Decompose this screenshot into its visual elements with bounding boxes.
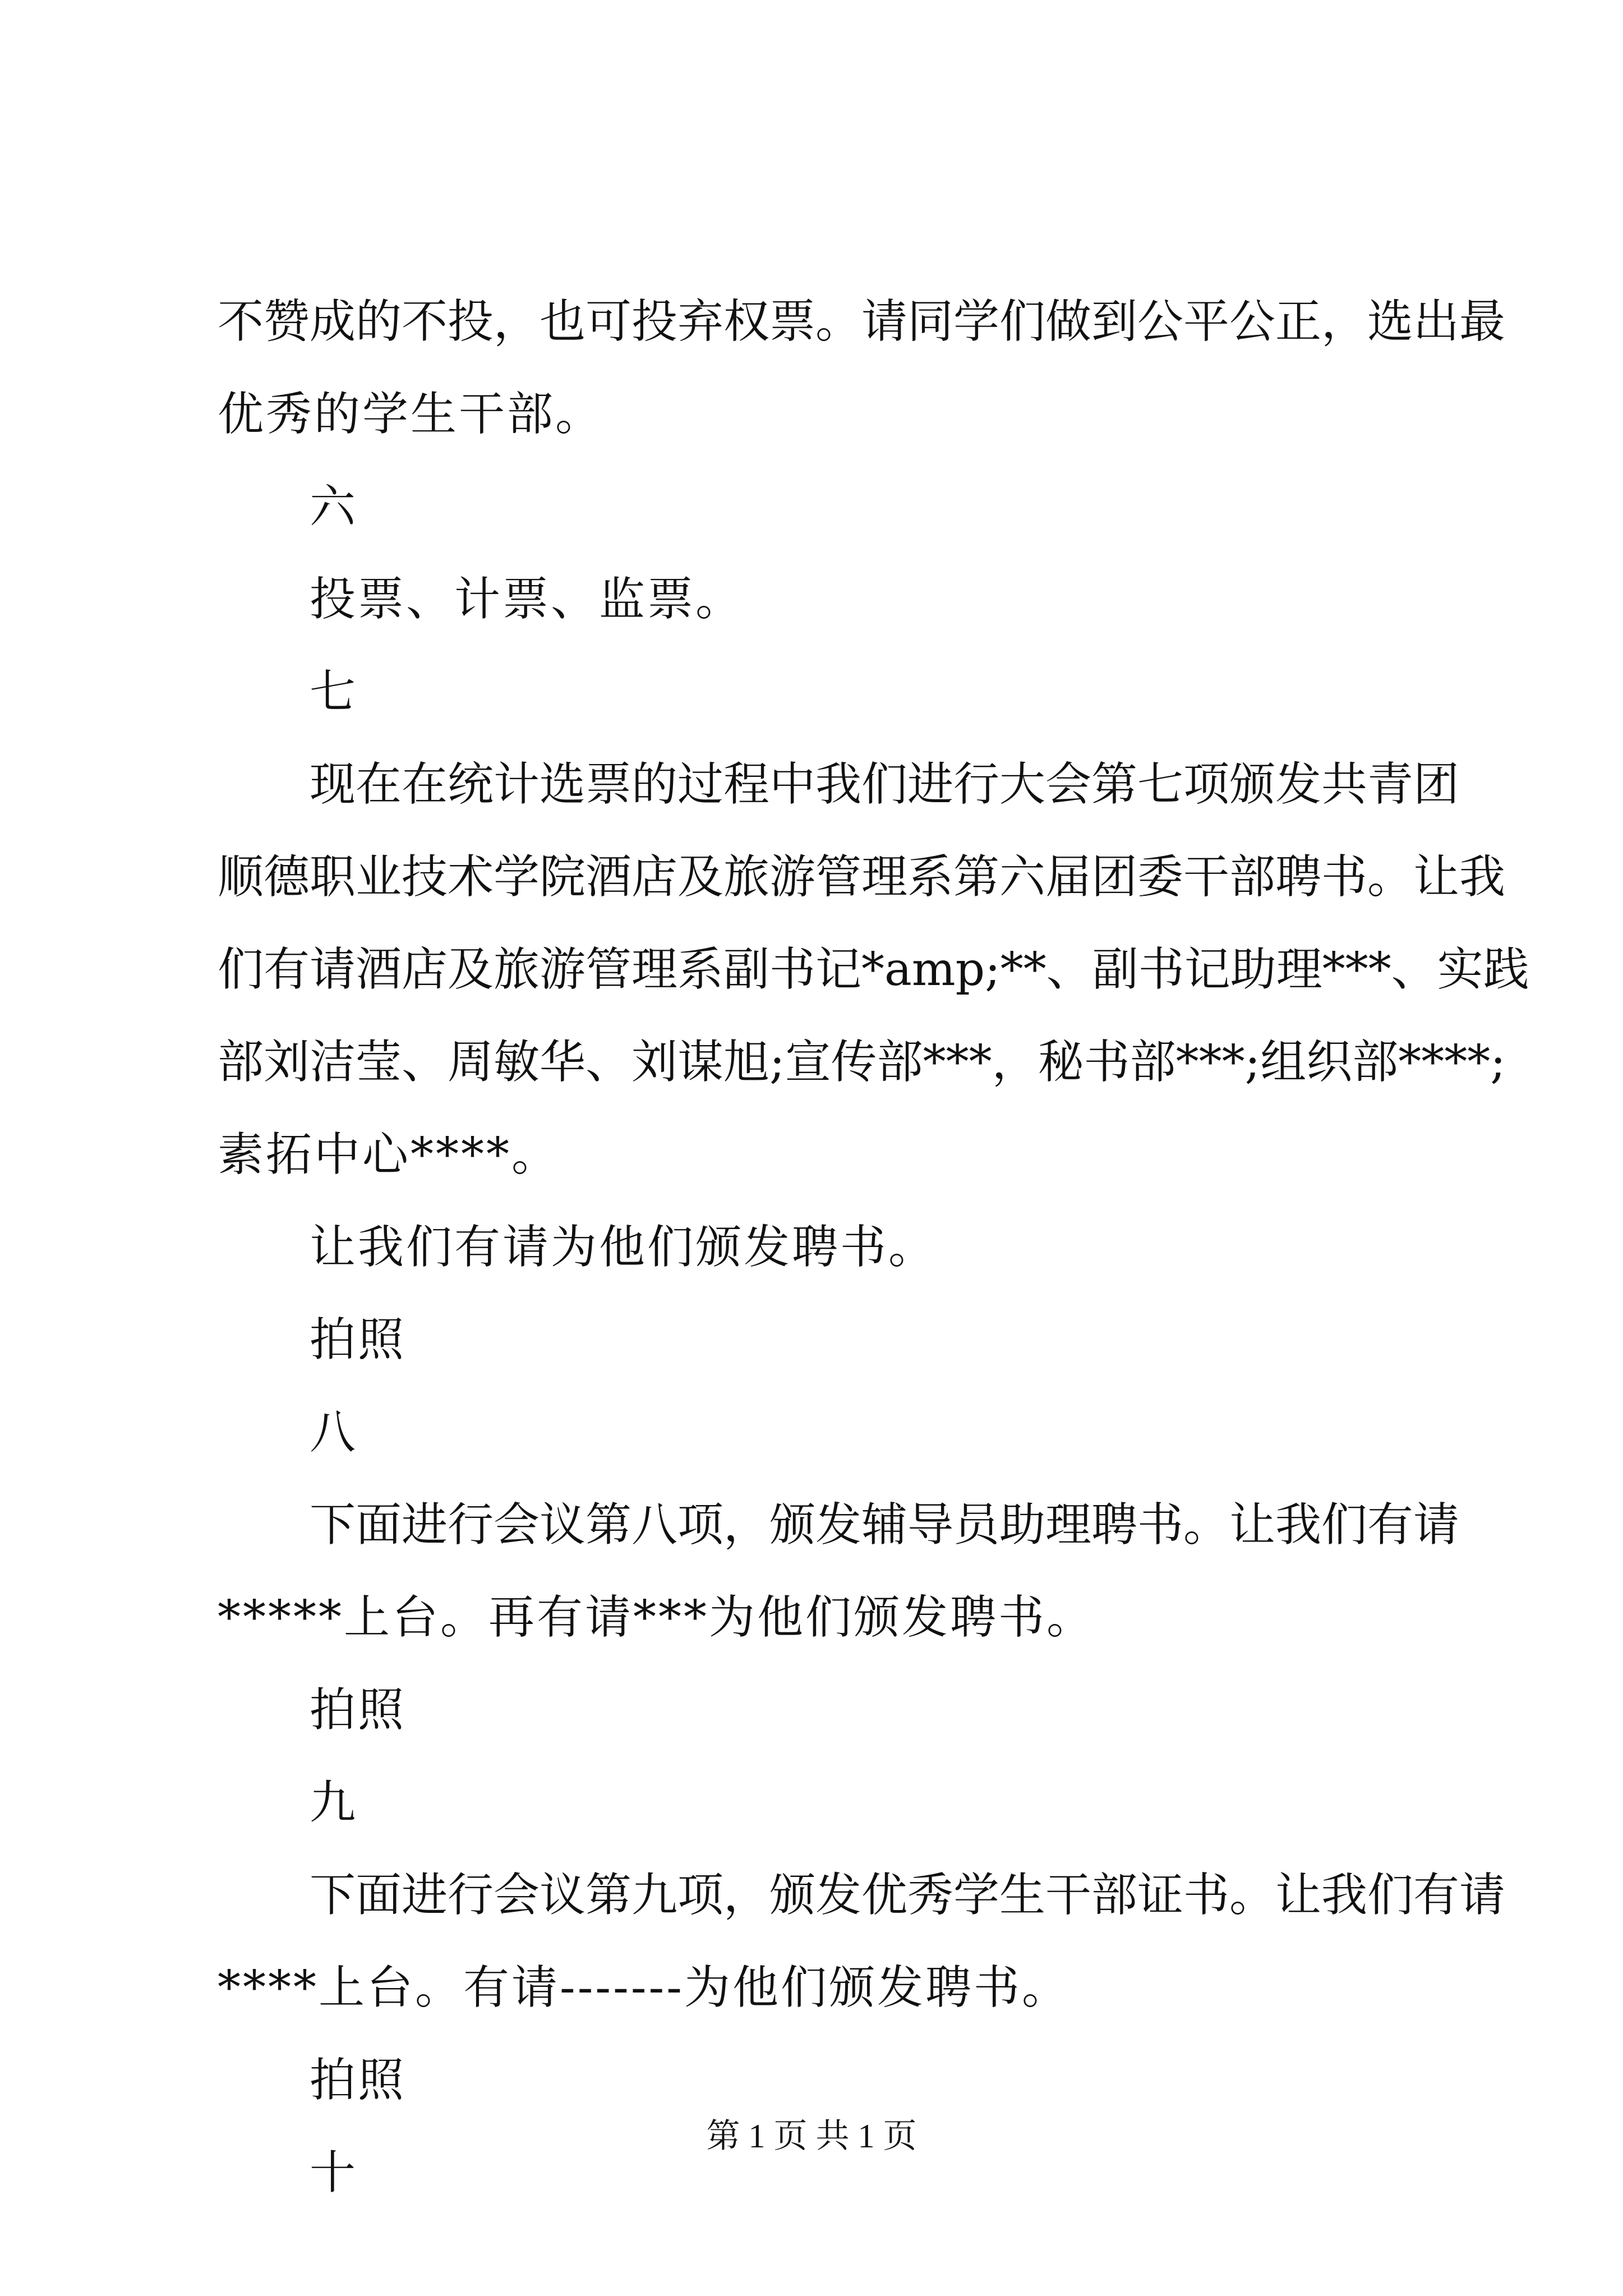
section-number-seven <box>218 662 1429 722</box>
paragraph-item-seven <box>218 754 1529 1185</box>
paragraph-invite-award <box>218 1217 1429 1277</box>
page-number-footer: 第 1 页 共 1 页 <box>706 2118 917 2155</box>
paragraph-line: 投票、计票、监票。 <box>310 573 744 626</box>
section-number-nine <box>218 1773 1429 1833</box>
paragraph-line: 拍照 <box>310 1683 407 1737</box>
section-number-eight <box>218 1402 1429 1462</box>
paragraph-line: 优秀的学生干部。 <box>218 388 604 441</box>
section-heading: 七 <box>310 665 358 719</box>
paragraph-line: ****上台。有请-------为他们颁发聘书。 <box>218 1961 1070 2014</box>
paragraph-line: 下面进行会议第八项，颁发辅导员助理聘书。让我们有请 <box>310 1498 1460 1552</box>
paragraph-line: 让我们有请为他们颁发聘书。 <box>310 1221 937 1274</box>
paragraph-line: 下面进行会议第九项，颁发优秀学生干部证书。让我们有请 <box>310 1869 1506 1922</box>
paragraph-line: 部刘洁莹、周敏华、刘谋旭;宣传部***，秘书部***;组织部****; <box>218 1036 1506 1089</box>
paragraph-item-nine <box>218 1865 1506 2018</box>
document-body <box>218 292 1529 2235</box>
paragraph-line: 顺德职业技术学院酒店及旅游管理系第六届团委干部聘书。让我 <box>218 850 1506 904</box>
paragraph-line: 拍照 <box>310 2054 407 2107</box>
paragraph-line: 拍照 <box>310 1313 407 1366</box>
section-heading: 六 <box>310 480 358 533</box>
paragraph-photo <box>218 2050 1429 2110</box>
section-heading: 九 <box>310 1776 358 1829</box>
paragraph-line: *****上台。再有请***为他们颁发聘书。 <box>218 1591 1095 1644</box>
paragraph-photo <box>218 1680 1429 1740</box>
paragraph-vote-instruction <box>218 292 1506 444</box>
section-heading: 八 <box>310 1406 358 1459</box>
section-number-six <box>218 477 1429 537</box>
paragraph-item-eight <box>218 1495 1460 1648</box>
paragraph-voting <box>218 569 1429 629</box>
paragraph-photo <box>218 1310 1429 1370</box>
paragraph-line: 不赞成的不投，也可投弃权票。请同学们做到公平公正，选出最 <box>218 295 1506 348</box>
section-heading: 十 <box>310 2146 358 2200</box>
paragraph-line: 们有请酒店及旅游管理系副书记*amp;**、副书记助理***、实践 <box>218 943 1529 996</box>
paragraph-line: 现在在统计选票的过程中我们进行大会第七项颁发共青团 <box>310 758 1460 811</box>
paragraph-line: 素拓中心****。 <box>218 1128 560 1181</box>
